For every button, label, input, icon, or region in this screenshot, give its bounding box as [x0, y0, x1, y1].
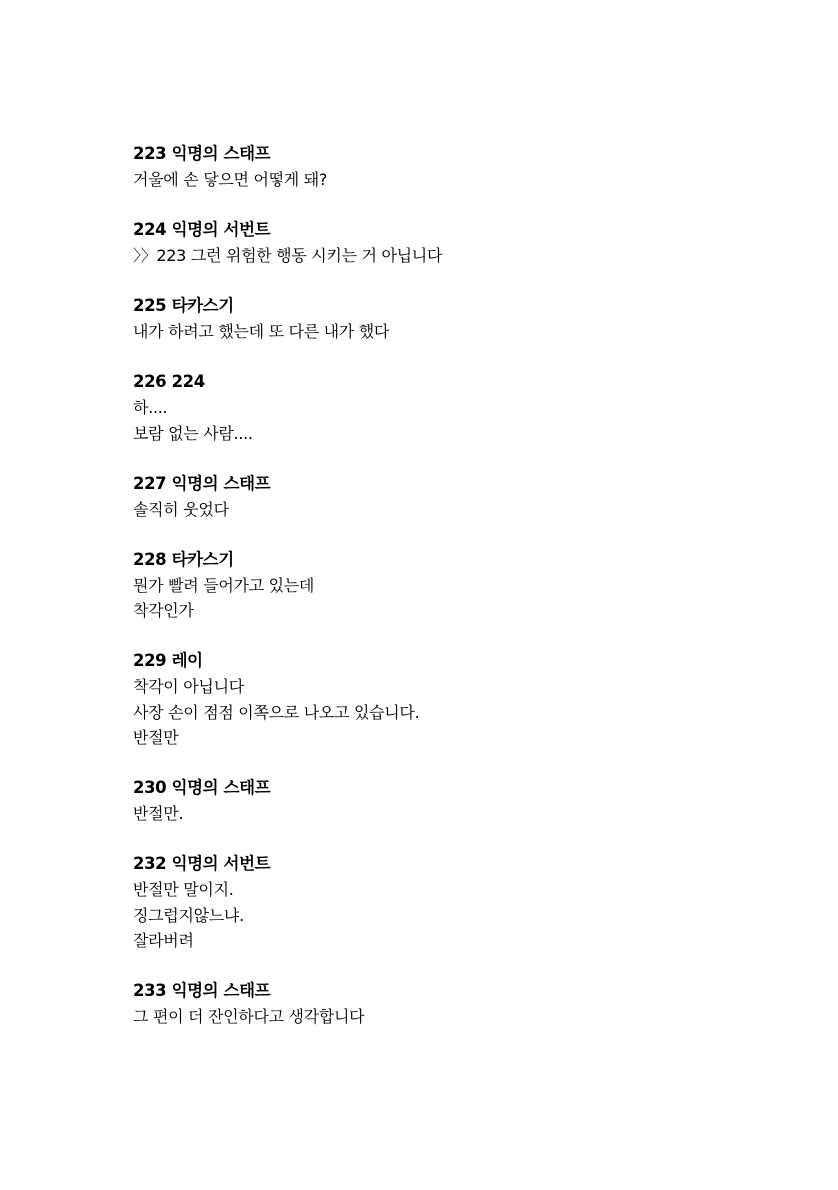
- post-line: 착각이 아닙니다: [133, 677, 244, 696]
- post-line: 반절만: [133, 728, 179, 747]
- post-233: [133, 978, 813, 1030]
- post-228: [133, 547, 813, 624]
- post-header: 232 익명의 서번트: [133, 854, 271, 873]
- post-header: 230 익명의 스태프: [133, 778, 271, 797]
- post-line: 내가 하려고 했는데 또 다른 내가 했다: [133, 322, 390, 341]
- post-232: [133, 851, 813, 954]
- post-224: [133, 217, 813, 269]
- post-230: [133, 775, 813, 827]
- post-line: 징그럽지않느냐.: [133, 905, 244, 925]
- post-225: [133, 293, 813, 345]
- post-header: 224 익명의 서번트: [133, 220, 271, 239]
- post-227: [133, 471, 813, 523]
- post-header: 233 익명의 스태프: [133, 981, 271, 1000]
- post-header: 225 타카스기: [133, 296, 234, 315]
- post-229: [133, 648, 813, 751]
- post-line: 착각인가: [133, 601, 194, 620]
- post-line: 하....: [133, 398, 168, 417]
- post-line: 그 편이 더 잔인하다고 생각합니다: [133, 1007, 365, 1026]
- post-line: 반절만 말이지.: [133, 880, 234, 899]
- post-line: 〉〉223 그런 위험한 행동 시키는 거 아닙니다: [133, 246, 443, 265]
- post-line: 반절만.: [133, 804, 184, 823]
- post-header: 227 익명의 스태프: [133, 473, 271, 493]
- post-line: 보람 없는 사람....: [133, 423, 253, 443]
- post-header: 226 224: [133, 372, 205, 391]
- post-header: 228 타카스기: [133, 549, 234, 569]
- post-header: 229 레이: [133, 651, 203, 670]
- document-page: [133, 141, 813, 1054]
- post-223: [133, 141, 813, 193]
- post-line: 사장 손이 점점 이쪽으로 나오고 있습니다.: [133, 702, 420, 722]
- post-line: 거울에 손 닿으면 어떻게 돼?: [133, 170, 328, 189]
- post-line: 솔직히 웃었다: [133, 499, 229, 519]
- post-header: 223 익명의 스태프: [133, 144, 271, 163]
- post-line: 뭔가 빨려 들어가고 있는데: [133, 575, 315, 595]
- post-line: 잘라버려: [133, 931, 194, 950]
- post-226: [133, 369, 813, 446]
